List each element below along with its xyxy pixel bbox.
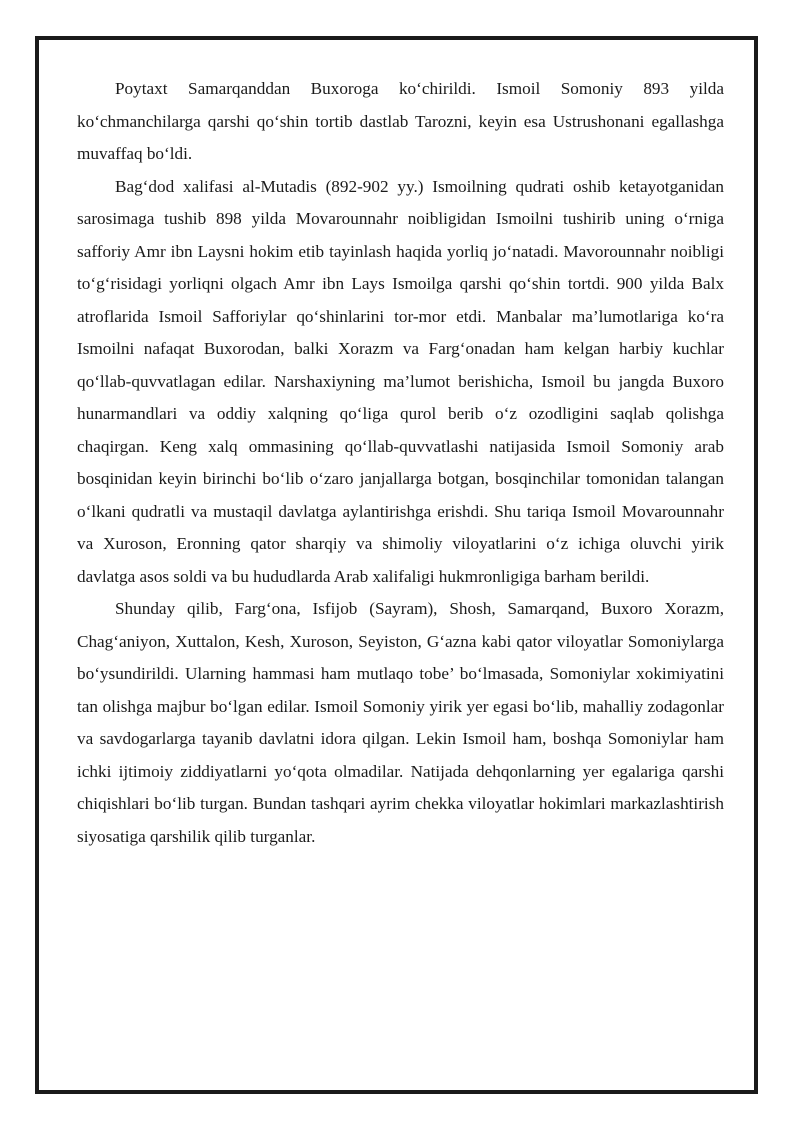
paragraph-1: Poytaxt Samarqanddan Buxoroga ko‘chirildi. Ismoil Somoniy 893 yilda ko‘chmanchilarga qarshi qo‘shin tortib dastlab Tarozni, keyin esa Ustrushonani egallashga muvaffaq bo‘ldi. [77, 79, 724, 163]
paragraph-2: Bag‘dod xalifasi al-Mutadis (892-902 yy.) Ismoilning qudrati oshib ketayotganidan sarosimaga tushib 898 yilda Movarounnahr noibligidan Ismoilni tushirib uning o‘rniga safforiy Amr ibn Laysni hokim etib tayinlash haqida yorliq jo‘natadi. Mavorounnahr noibligi to‘g‘risidagi yorliqni olgach Amr ibn Lays Ismoilga qarshi qo‘shin tortdi. 900 yilda Balx atroflarida Ismoil Safforiylar qo‘shinlarini tor-mor etdi. Manbalar ma’lumotlariga ko‘ra Ismoilni nafaqat Buxorodan, balki Xorazm va Farg‘onadan ham kelgan harbiy kuchlar qo‘llab-quvvatlagan edilar. Narshaxiyning ma’lumot berishicha, Ismoil bu jangda Buxoro hunarmandlari va oddiy xalqning qo‘liga qurol berib o‘z ozodligini saqlab qolishga chaqirgan. Keng xalq ommasining qo‘llab-quvvatlashi natijasida Ismoil Somoniy arab bosqinidan keyin birinchi bo‘lib o‘zaro janjallarga botgan, bosqinchilar tomonidan talangan o‘lkani qudratli va mustaqil davlatga aylantirishga erishdi. Shu tariqa Ismoil Movarounnahr va Xuroson, Eronning qator sharqiy va shimoliy viloyatlarini o‘z ichiga oluvchi yirik davlatga asos soldi va bu hududlarda Arab xalifaligi hukmronligiga barham berildi. [77, 176, 724, 586]
paragraph-3: Shunday qilib, Farg‘ona, Isfijob (Sayram), Shosh, Samarqand, Buxoro Xorazm, Chag‘aniyon, Xuttalon, Kesh, Xuroson, Seyiston, G‘azna kabi qator viloyatlar Somoniylarga bo‘ysundirildi. Ularning hammasi ham mutlaqo tobe’ bo‘lmasada, Somoniylar xokimiyatini tan olishga majbur bo‘lgan edilar. Ismoil Somoniy yirik yer egasi bo‘lib, mahalliy zodagonlar va savdogarlarga tayanib davlatni idora qilgan. Lekin Ismoil ham, boshqa Somoniylar ham ichki ijtimoiy ziddiyatlarni yo‘qota olmadilar. Natijada dehqonlarning yer egalariga qarshi chiqishlari bo‘lib turgan. Bundan tashqari ayrim chekka viloyatlar hokimlari markazlashtirish siyosatiga qarshilik qilib turganlar. [77, 599, 724, 846]
document-body [77, 73, 724, 853]
